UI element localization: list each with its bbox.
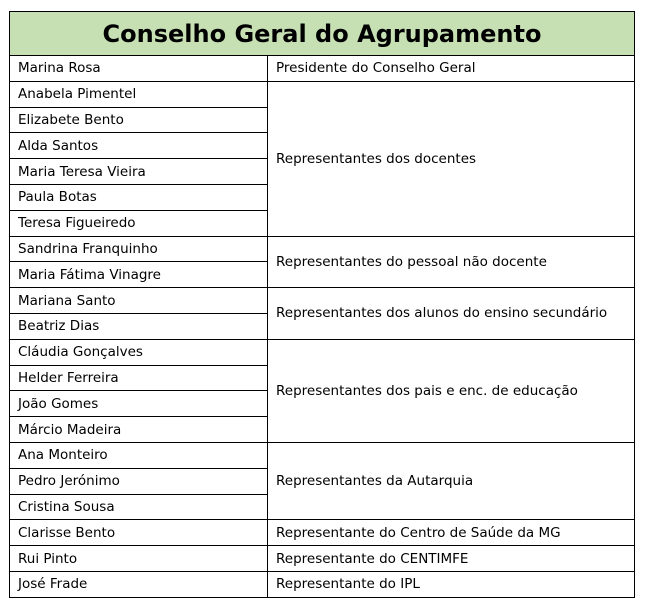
- table-row: [10, 339, 635, 365]
- table-row: [10, 546, 635, 572]
- member-name: Cristina Sousa: [10, 494, 268, 520]
- member-role: Representantes dos pais e enc. de educação: [268, 339, 635, 442]
- member-name: Mariana Santo: [10, 288, 268, 314]
- member-name: Clarisse Bento: [10, 520, 268, 546]
- member-name: Elizabete Bento: [10, 107, 268, 133]
- member-name: Ana Monteiro: [10, 442, 268, 468]
- member-name: Helder Ferreira: [10, 365, 268, 391]
- table-row: [10, 442, 635, 468]
- member-name: Cláudia Gonçalves: [10, 339, 268, 365]
- member-name: Teresa Figueiredo: [10, 210, 268, 236]
- member-role: Presidente do Conselho Geral: [268, 56, 635, 82]
- member-name: Marina Rosa: [10, 56, 268, 82]
- member-name: José Frade: [10, 571, 268, 597]
- member-name: João Gomes: [10, 391, 268, 417]
- member-name: Alda Santos: [10, 133, 268, 159]
- council-table: [9, 11, 635, 598]
- member-name: Maria Teresa Vieira: [10, 159, 268, 185]
- member-role: Representantes dos docentes: [268, 81, 635, 236]
- member-name: Anabela Pimentel: [10, 81, 268, 107]
- table-row: [10, 56, 635, 82]
- table-row: [10, 571, 635, 597]
- member-role: Representantes do pessoal não docente: [268, 236, 635, 288]
- council-table-container: [9, 11, 634, 598]
- member-role: Representantes dos alunos do ensino secundário: [268, 288, 635, 340]
- member-name: Pedro Jerónimo: [10, 468, 268, 494]
- title-row: [10, 12, 635, 56]
- table-title: Conselho Geral do Agrupamento: [10, 12, 635, 56]
- member-name: Márcio Madeira: [10, 417, 268, 443]
- member-name: Rui Pinto: [10, 546, 268, 572]
- member-name: Beatriz Dias: [10, 313, 268, 339]
- member-role: Representante do Centro de Saúde da MG: [268, 520, 635, 546]
- table-row: [10, 520, 635, 546]
- member-role: Representante do IPL: [268, 571, 635, 597]
- member-role: Representante do CENTIMFE: [268, 546, 635, 572]
- table-row: [10, 236, 635, 262]
- member-name: Paula Botas: [10, 184, 268, 210]
- member-name: Maria Fátima Vinagre: [10, 262, 268, 288]
- table-row: [10, 81, 635, 107]
- member-name: Sandrina Franquinho: [10, 236, 268, 262]
- member-role: Representantes da Autarquia: [268, 442, 635, 519]
- table-row: [10, 288, 635, 314]
- council-body: [10, 56, 635, 598]
